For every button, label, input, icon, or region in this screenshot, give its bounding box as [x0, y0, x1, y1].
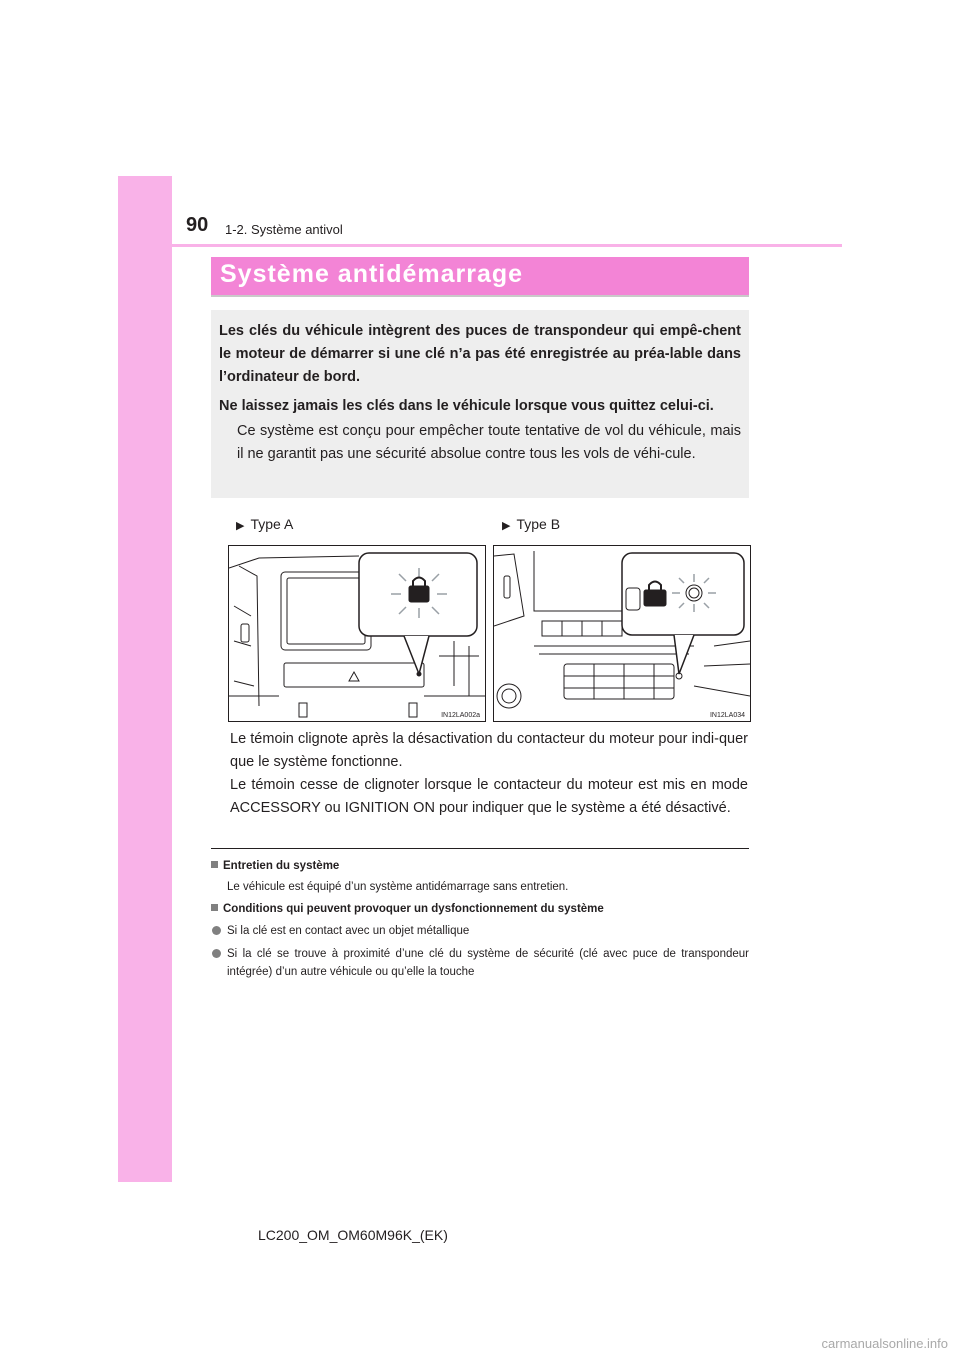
arrow-right-icon: ▶: [236, 520, 245, 532]
type-b-label: [502, 516, 560, 532]
list-item-text: Si la clé est en contact avec un objet métallique: [227, 925, 470, 937]
type-b-text: Type B: [516, 516, 561, 532]
watermark: carmanualsonline.info: [821, 1336, 948, 1351]
footer-code: LC200_OM_OM60M96K_(EK): [258, 1227, 448, 1243]
title-bar: [211, 257, 749, 297]
section-divider: [211, 848, 749, 849]
intro-normal: Ce système est conçu pour empêcher toute tentative de vol du véhicule, mais il ne garantit pas une sécurité absolue contre tous les vols de véhi-cule.: [237, 423, 741, 462]
note-heading-1-text: Entretien du système: [223, 860, 340, 872]
header-rule: [172, 244, 842, 247]
intro-bold-2: Ne laissez jamais les clés dans le véhicule lorsque vous quittez celui-ci.: [219, 398, 714, 414]
note-heading-2-text: Conditions qui peuvent provoquer un dysfonctionnement du système: [223, 903, 604, 915]
type-a-text: Type A: [250, 516, 294, 532]
dashboard-illustration-a: [229, 546, 485, 721]
circle-bullet-icon: [212, 926, 221, 935]
figure-type-a: [228, 545, 486, 722]
figure-b-code: IN12LA034: [709, 712, 745, 719]
note-heading-2: [211, 903, 604, 915]
type-a-label: [236, 516, 293, 532]
list-item: [211, 922, 749, 940]
square-bullet-icon: [211, 861, 218, 868]
side-tab: [118, 176, 172, 1182]
note-text-1: Le véhicule est équipé d’un système antidémarrage sans entretien.: [227, 881, 569, 893]
circle-bullet-icon: [212, 949, 221, 958]
note-heading-1: [211, 860, 339, 872]
figure-a-code: IN12LA002a: [441, 712, 480, 719]
body-paragraph-2: Le témoin cesse de clignoter lorsque le contacteur du moteur est mis en mode ACCESSORY ou IGNITION ON pour indiquer que le système a été désactivé.: [230, 777, 748, 816]
body-paragraph-1: Le témoin clignote après la désactivation du contacteur du moteur pour indi-quer que le système fonctionne.: [230, 731, 748, 770]
list-item-text: Si la clé se trouve à proximité d’une clé du système de sécurité (clé avec puce de transpondeur intégrée) d’un autre véhicule ou qu’elle la touche: [227, 948, 749, 978]
dashboard-illustration-b: [494, 546, 750, 721]
intro-box: [211, 310, 749, 498]
arrow-right-icon: ▶: [502, 520, 511, 532]
page-number: 90: [186, 214, 209, 236]
page-title: Système antidémarrage: [220, 260, 524, 288]
square-bullet-icon: [211, 904, 218, 911]
list-item: [211, 945, 749, 981]
figure-type-b: [493, 545, 751, 722]
section-label: 1-2. Système antivol: [225, 222, 343, 237]
intro-bold-1: Les clés du véhicule intègrent des puces de transpondeur qui empê-chent le moteur de démarrer si une clé n’a pas été enregistrée au préa-lable dans l’ordinateur de bord.: [219, 323, 741, 385]
